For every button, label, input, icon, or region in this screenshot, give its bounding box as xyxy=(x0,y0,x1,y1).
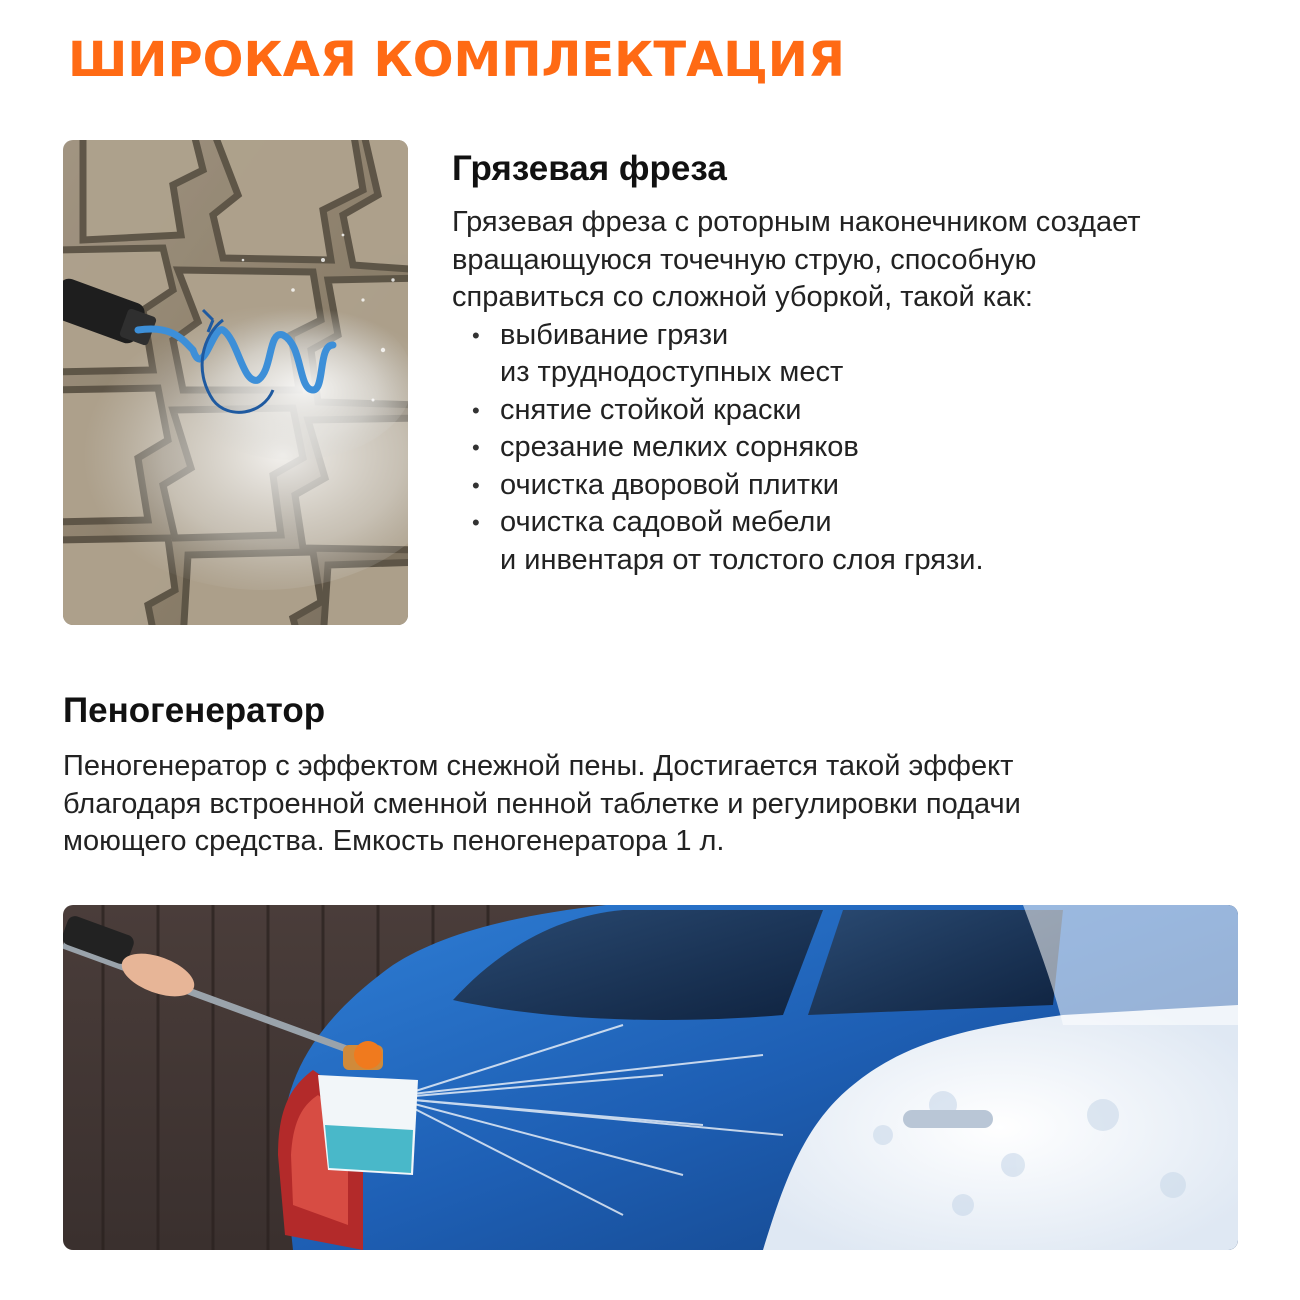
rotor-desc-line: справиться со сложной уборкой, такой как: xyxy=(452,281,1033,313)
foam-desc-line: благодаря встроенной сменной пенной таблетке и регулировки подачи xyxy=(63,787,1021,820)
rotor-section xyxy=(452,146,1272,579)
foam-section xyxy=(63,688,1243,861)
rotor-desc-line: вращающуюся точечную струю, способную xyxy=(452,243,1037,276)
list-item xyxy=(452,317,1272,392)
list-item-text: снятие стойкой краски xyxy=(500,393,802,426)
car-foam-photo xyxy=(63,905,1238,1250)
rotor-bullet-list xyxy=(452,317,1272,580)
list-item-text: срезание мелких сорняков xyxy=(500,431,859,463)
list-item-text: очистка садовой мебели xyxy=(500,506,832,538)
list-item-text: выбивание грязи xyxy=(500,318,729,351)
foam-desc-line: моющего средства. Емкость пеногенератора 1 л. xyxy=(63,825,725,857)
rotor-title: Грязевая фреза xyxy=(452,149,727,188)
rotor-description xyxy=(452,204,1272,317)
list-item xyxy=(452,392,1272,430)
rotor-desc-line: Грязевая фреза с роторным наконечником создает xyxy=(452,206,1141,238)
foam-desc-line: Пеногенератор с эффектом снежной пены. Достигается такой эффект xyxy=(63,750,1014,782)
rotor-nozzle-photo xyxy=(63,140,408,625)
list-item-text: и инвентаря от толстого слоя грязи. xyxy=(500,543,984,576)
list-item-text: из труднодоступных мест xyxy=(500,356,844,388)
list-item xyxy=(452,504,1272,579)
list-item xyxy=(452,429,1272,467)
list-item xyxy=(452,467,1272,505)
list-item-text: очистка дворовой плитки xyxy=(500,468,839,501)
foam-description xyxy=(63,748,1243,861)
page-headline: ШИРОКАЯ КОМПЛЕКТАЦИЯ xyxy=(68,32,845,88)
foam-title: Пеногенератор xyxy=(63,691,326,730)
